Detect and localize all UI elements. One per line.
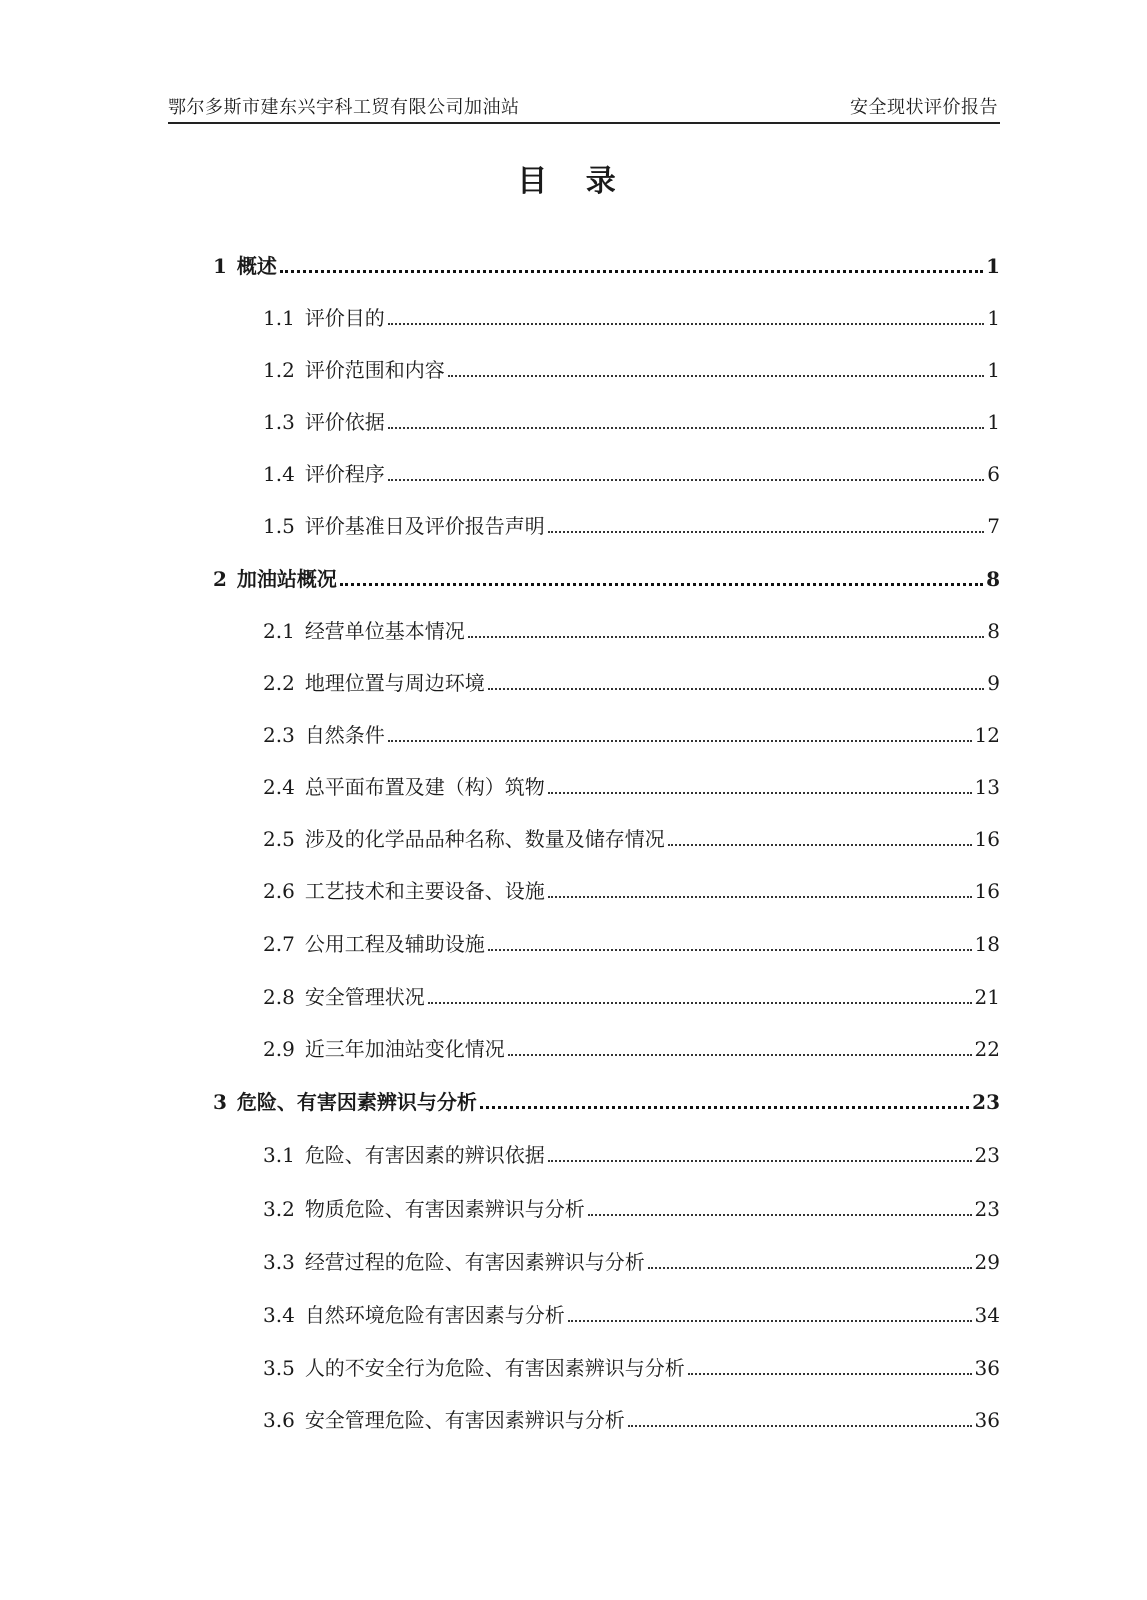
toc-entry-number: 1.2 [263,358,295,382]
toc-entry-title: 人的不安全行为危险、有害因素辨识与分析 [304,1356,685,1380]
toc-entry[interactable] [263,1352,1000,1382]
toc-entry[interactable] [263,1139,1000,1169]
toc-entry-number: 1.5 [263,514,295,538]
toc-entry-page: 1 [986,254,1000,278]
toc-entry-number: 2.8 [263,985,295,1009]
toc-entry-number: 2.1 [263,619,295,643]
toc-dot-leader [388,739,972,742]
toc-dot-leader [428,1001,972,1004]
toc-entry-title: 经营过程的危险、有害因素辨识与分析 [304,1250,645,1274]
toc-entry-page: 6 [987,462,1000,486]
toc-entry-page: 16 [974,827,1000,851]
toc-entry-number: 2 [213,567,227,591]
toc-entry-page: 23 [972,1090,1000,1114]
toc-entry-number: 1 [213,254,227,278]
toc-entry-title: 危险、有害因素的辨识依据 [304,1143,545,1167]
toc-entry[interactable] [263,981,1000,1011]
toc-dot-leader [488,948,972,951]
toc-entry-title: 安全管理状况 [304,985,425,1009]
toc-entry-number: 3.6 [263,1408,295,1432]
toc-dot-leader [548,791,972,794]
toc-entry-page: 22 [974,1037,1000,1061]
toc-entry-page: 8 [986,567,1000,591]
header-company-name: 鄂尔多斯市建东兴宇科工贸有限公司加油站 [168,97,520,118]
toc-entry-title: 概述 [236,254,277,278]
toc-entry[interactable] [263,1033,1000,1063]
toc-entry-number: 3.2 [263,1197,295,1221]
toc-entry-number: 2.7 [263,932,295,956]
toc-entry-page: 1 [987,410,1000,434]
toc-entry-title: 自然条件 [304,723,385,747]
toc-dot-leader [648,1266,972,1269]
toc-entry-number: 2.9 [263,1037,295,1061]
toc-title: 目 录 [517,164,630,199]
toc-entry-title: 自然环境危险有害因素与分析 [304,1303,565,1327]
toc-dot-leader [448,374,984,377]
toc-dot-leader [568,1319,972,1322]
toc-entry[interactable] [213,563,1000,593]
toc-entry-title: 评价范围和内容 [304,358,445,382]
toc-entry-page: 7 [987,514,1000,538]
toc-entry-number: 2.6 [263,879,295,903]
toc-dot-leader [688,1372,972,1375]
toc-entry-page: 1 [987,306,1000,330]
toc-entry-page: 18 [974,932,1000,956]
toc-entry-page: 12 [974,723,1000,747]
toc-entry-page: 16 [974,879,1000,903]
toc-entry-title: 总平面布置及建（构）筑物 [304,775,545,799]
toc-entry-page: 36 [974,1356,1000,1380]
toc-entry[interactable] [263,928,1000,958]
toc-dot-leader [388,478,984,481]
toc-entry-page: 34 [974,1303,1000,1327]
toc-entry[interactable] [263,1299,1000,1329]
header-report-title: 安全现状评价报告 [850,97,998,118]
toc-dot-leader [468,635,984,638]
toc-dot-leader [548,1159,972,1162]
toc-entry[interactable] [263,1404,1000,1434]
toc-entry-page: 8 [987,619,1000,643]
toc-entry-page: 21 [974,985,1000,1009]
toc-entry-title: 公用工程及辅助设施 [304,932,485,956]
toc-entry[interactable] [263,458,1000,488]
toc-entry-title: 危险、有害因素辨识与分析 [236,1090,477,1114]
toc-entry[interactable] [263,302,1000,332]
toc-entry-page: 23 [974,1197,1000,1221]
toc-entry-number: 2.4 [263,775,295,799]
toc-entry[interactable] [263,823,1000,853]
toc-entry[interactable] [263,1246,1000,1276]
toc-entry-page: 23 [974,1143,1000,1167]
toc-entry[interactable] [263,667,1000,697]
toc-entry-page: 1 [987,358,1000,382]
toc-entry[interactable] [263,354,1000,384]
toc-dot-leader [548,530,984,533]
toc-entry-number: 1.1 [263,306,295,330]
toc-entry[interactable] [263,719,1000,749]
toc-dot-leader [480,1105,969,1109]
toc-entry[interactable] [213,1086,1000,1116]
toc-dot-leader [628,1424,972,1427]
toc-entry-number: 3 [213,1090,227,1114]
toc-entry-number: 3.5 [263,1356,295,1380]
toc-entry-title: 加油站概况 [236,567,337,591]
toc-entry[interactable] [263,1193,1000,1223]
toc-entry-title: 评价基准日及评价报告声明 [304,514,545,538]
toc-entry-title: 评价目的 [304,306,385,330]
toc-entry-title: 涉及的化学品品种名称、数量及储存情况 [304,827,665,851]
toc-entry[interactable] [263,771,1000,801]
toc-entry-number: 2.3 [263,723,295,747]
toc-dot-leader [508,1053,972,1056]
toc-dot-leader [488,687,984,690]
toc-entry-title: 近三年加油站变化情况 [304,1037,505,1061]
toc-dot-leader [388,322,984,325]
toc-entry-page: 13 [974,775,1000,799]
toc-entry-title: 工艺技术和主要设备、设施 [304,879,545,903]
page-header [168,96,1000,124]
toc-entry-number: 1.3 [263,410,295,434]
toc-dot-leader [588,1213,972,1216]
toc-entry-number: 3.1 [263,1143,295,1167]
toc-entry-page: 9 [987,671,1000,695]
toc-entry[interactable] [263,615,1000,645]
toc-entry-title: 安全管理危险、有害因素辨识与分析 [304,1408,625,1432]
toc-entry-page: 29 [974,1250,1000,1274]
toc-dot-leader [668,843,972,846]
toc-entry[interactable] [263,875,1000,905]
toc-entry-page: 36 [974,1408,1000,1432]
toc-entry-title: 评价依据 [304,410,385,434]
toc-entry-number: 3.4 [263,1303,295,1327]
toc-entry-number: 2.2 [263,671,295,695]
toc-entry-title: 地理位置与周边环境 [304,671,485,695]
toc-entry[interactable] [263,510,1000,540]
toc-entry-number: 3.3 [263,1250,295,1274]
toc-dot-leader [548,895,972,898]
toc-dot-leader [340,582,983,586]
toc-dot-leader [388,426,984,429]
toc-entry-title: 物质危险、有害因素辨识与分析 [304,1197,585,1221]
toc-entry-title: 评价程序 [304,462,385,486]
toc-entry-number: 2.5 [263,827,295,851]
toc-dot-leader [280,269,983,273]
toc-entry-title: 经营单位基本情况 [304,619,465,643]
toc-entry-number: 1.4 [263,462,295,486]
toc-entry[interactable] [263,406,1000,436]
toc-entry[interactable] [213,250,1000,280]
